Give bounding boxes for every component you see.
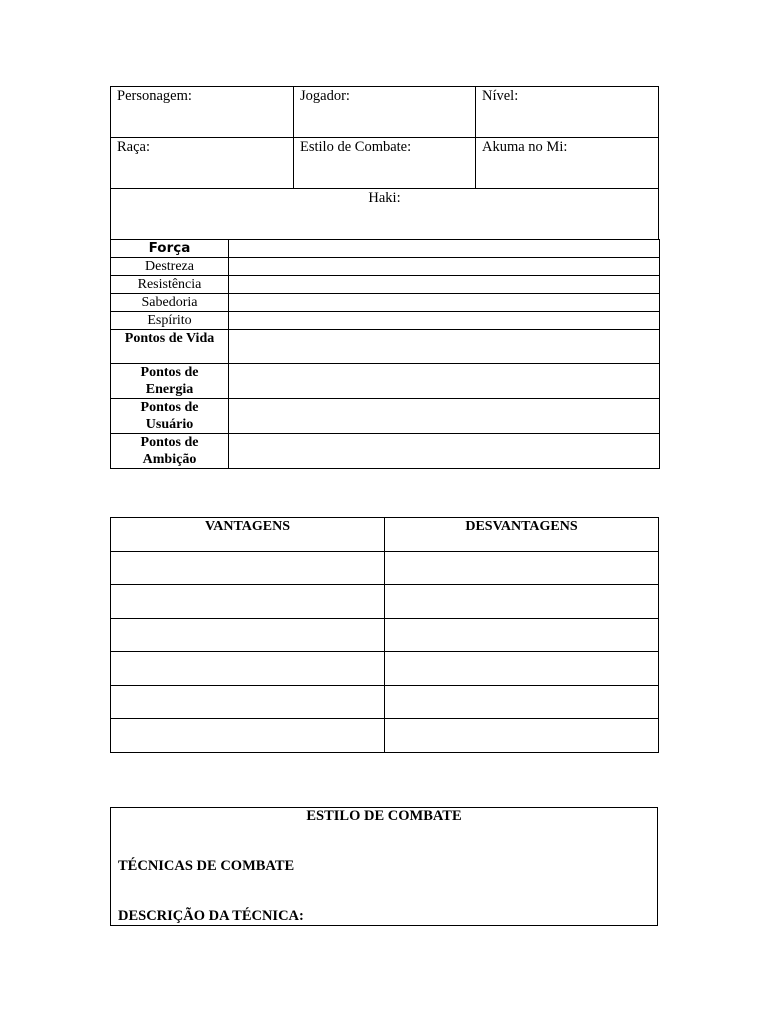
attribute-label-line: Pontos de: [140, 435, 199, 450]
akuma-no-mi-label: Akuma no Mi:: [482, 139, 568, 155]
attribute-value-pontos-de-usuario[interactable]: [229, 399, 660, 434]
nivel-label: Nível:: [482, 88, 519, 104]
attribute-label-resistencia: Resistência: [111, 276, 229, 294]
haki-field[interactable]: [111, 189, 659, 240]
raca-field[interactable]: [111, 138, 294, 189]
attribute-row-resistencia: [111, 276, 660, 294]
advantages-header-row: [111, 518, 659, 552]
estilo-de-combate-field[interactable]: [294, 138, 476, 189]
attribute-row-pontos-de-usuario: [111, 399, 660, 434]
table-row: [111, 618, 659, 652]
vantagem-cell[interactable]: [111, 719, 385, 753]
header-row-3: [111, 189, 659, 240]
attribute-label-destreza: Destreza: [111, 258, 229, 276]
attribute-value-espirito[interactable]: [229, 312, 660, 330]
attribute-value-sabedoria[interactable]: [229, 294, 660, 312]
jogador-label: Jogador:: [300, 88, 350, 104]
attribute-label-forca: Força: [111, 240, 229, 258]
attribute-row-destreza: [111, 258, 660, 276]
attribute-label-line: Pontos de: [140, 365, 199, 380]
attribute-label-pontos-de-vida: Pontos de Vida: [111, 330, 229, 364]
haki-label: Haki:: [368, 190, 401, 206]
vantagem-cell[interactable]: [111, 652, 385, 686]
estilo-de-combate-label: Estilo de Combate:: [300, 139, 412, 155]
desvantagem-cell[interactable]: [385, 551, 659, 585]
raca-label: Raça:: [117, 139, 151, 155]
combat-style-box[interactable]: [110, 807, 658, 926]
attribute-row-pontos-de-ambicao: [111, 434, 660, 469]
table-row: [111, 585, 659, 619]
attribute-row-pontos-de-energia: [111, 364, 660, 399]
combat-techniques-label: TÉCNICAS DE COMBATE: [118, 858, 295, 874]
attribute-value-forca[interactable]: [229, 240, 660, 258]
vantagens-header: VANTAGENS: [111, 518, 385, 552]
table-row: [111, 685, 659, 719]
table-row: [111, 652, 659, 686]
desvantagens-header: DESVANTAGENS: [385, 518, 659, 552]
attribute-label-sabedoria: Sabedoria: [111, 294, 229, 312]
vantagem-cell[interactable]: [111, 618, 385, 652]
attribute-label-line: Ambição: [142, 452, 197, 467]
personagem-field[interactable]: [111, 87, 294, 138]
vantagem-cell[interactable]: [111, 585, 385, 619]
header-row-2: [111, 138, 659, 189]
attribute-row-espirito: [111, 312, 660, 330]
technique-description-label: DESCRIÇÃO DA TÉCNICA:: [118, 908, 304, 924]
vantagem-cell[interactable]: [111, 685, 385, 719]
personagem-label: Personagem:: [117, 88, 192, 104]
combat-style-title: ESTILO DE COMBATE: [306, 808, 462, 824]
attribute-label-espirito: Espírito: [111, 312, 229, 330]
attribute-label-line: Pontos de: [140, 400, 199, 415]
desvantagem-cell[interactable]: [385, 685, 659, 719]
advantages-table: [110, 517, 659, 753]
table-row: [111, 719, 659, 753]
attribute-label-pontos-de-energia: [111, 364, 229, 399]
attribute-label-pontos-de-usuario: [111, 399, 229, 434]
attribute-label-line: Usuário: [145, 417, 194, 432]
vantagem-cell[interactable]: [111, 551, 385, 585]
attributes-table: [110, 239, 660, 469]
attribute-label-pontos-de-ambicao: [111, 434, 229, 469]
jogador-field[interactable]: [294, 87, 476, 138]
attribute-value-destreza[interactable]: [229, 258, 660, 276]
header-row-1: [111, 87, 659, 138]
attribute-value-resistencia[interactable]: [229, 276, 660, 294]
akuma-no-mi-field[interactable]: [476, 138, 659, 189]
desvantagem-cell[interactable]: [385, 719, 659, 753]
table-row: [111, 551, 659, 585]
attribute-row-sabedoria: [111, 294, 660, 312]
character-header-table: [110, 86, 659, 240]
desvantagem-cell[interactable]: [385, 585, 659, 619]
nivel-field[interactable]: [476, 87, 659, 138]
attribute-value-pontos-de-energia[interactable]: [229, 364, 660, 399]
attribute-row-pontos-de-vida: [111, 330, 660, 364]
attribute-label-line: Energia: [145, 382, 194, 397]
attribute-row-forca: [111, 240, 660, 258]
desvantagem-cell[interactable]: [385, 618, 659, 652]
desvantagem-cell[interactable]: [385, 652, 659, 686]
attribute-value-pontos-de-vida[interactable]: [229, 330, 660, 364]
attribute-value-pontos-de-ambicao[interactable]: [229, 434, 660, 469]
